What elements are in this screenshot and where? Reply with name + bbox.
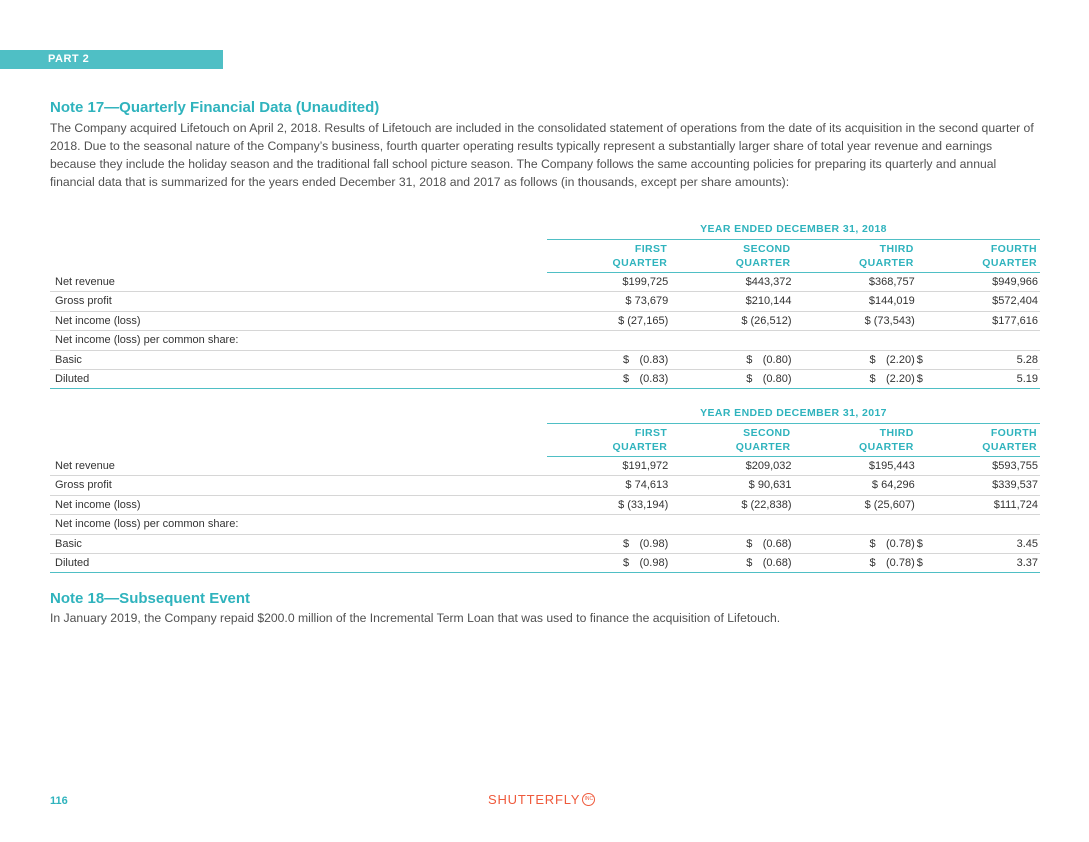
cell-value: $199,725 [622,276,669,288]
part-label: PART 2 [0,50,223,69]
cell-value: (0.78) [886,556,915,569]
table-cell [794,351,917,369]
table-cell [917,535,1040,553]
cell-value: $ 74,613 [625,479,669,492]
cell-value: 5.28 [1016,353,1038,366]
table-cell [547,535,670,553]
currency-symbol: $ [869,353,876,366]
currency-symbol: $ [869,372,876,385]
cell-value: $ 90,631 [748,479,792,492]
row-label: Net income (loss) per common share: [55,334,239,347]
note-17-title: Note 17—Quarterly Financial Data (Unaudited) [50,99,380,116]
table-cell [917,273,1040,291]
cell-value: $144,019 [868,295,915,308]
cell-value: $177,616 [992,314,1038,327]
row-label: Net income (loss) [55,314,141,327]
cell-value: $191,972 [622,460,669,472]
row-label: Diluted [55,556,90,569]
currency-symbol: $ [869,537,876,550]
cell-value: $572,404 [992,295,1038,308]
row-cells [547,457,1040,475]
row-cells [547,515,1040,533]
column-headers [547,424,1040,457]
table-cell [670,331,793,349]
table-cell [917,351,1040,369]
table-cell [670,554,793,572]
quarterly-table-2018 [50,222,1040,389]
cell-value: $ (27,165) [618,314,669,327]
table-cell [670,292,793,310]
cell-value: $443,372 [745,276,792,288]
currency-symbol: $ [746,372,753,385]
row-label: Basic [55,353,82,366]
table-cell [794,535,917,553]
row-cells [547,535,1040,553]
row-label: Basic [55,537,82,550]
row-label: Diluted [55,372,90,385]
currency-symbol: $ [746,353,753,366]
note-18-title: Note 18—Subsequent Event [50,590,251,607]
table-cell [917,370,1040,388]
cell-value: (0.68) [762,556,792,569]
table-cell [670,476,793,494]
table-rows [50,273,1040,389]
cell-value: (2.20) [886,372,915,385]
table-row [50,351,1040,370]
quarterly-table-2017 [50,406,1040,573]
table-cell [794,515,917,533]
table-cell [547,476,670,494]
table-cell [917,457,1040,475]
table-cell [917,515,1040,533]
cell-value: $ (26,512) [741,314,792,327]
row-cells [547,554,1040,572]
column-header-second: SECOND QUARTER [735,427,791,453]
table-row [50,535,1040,554]
cell-value: (0.68) [762,537,792,550]
row-cells [547,292,1040,310]
cell-value: (0.80) [762,353,792,366]
column-header-first: FIRST QUARTER [612,427,668,453]
page-number: 116 [50,795,68,807]
table-rows [50,457,1040,573]
cell-value: (0.78) [886,537,915,550]
cell-value: 3.37 [1016,556,1038,569]
table-row [50,312,1040,331]
logo-inc-mark: INC [582,793,595,806]
table-cell [547,554,670,572]
column-header-third: THIRD QUARTER [859,243,914,269]
table-cell [794,370,917,388]
table-cell [670,515,793,533]
table-cell [794,273,917,291]
table-row [50,331,1040,350]
currency-symbol: $ [916,537,923,550]
currency-symbol: $ [746,537,753,550]
column-header-third: THIRD QUARTER [859,427,914,453]
table-row [50,476,1040,495]
table-cell [917,292,1040,310]
table-cell [794,331,917,349]
cell-value: (2.20) [886,353,915,366]
cell-value: (0.98) [639,556,669,569]
row-label: Gross profit [55,479,112,492]
cell-value: $368,757 [868,276,915,288]
table-cell [547,331,670,349]
cell-value: $111,724 [993,498,1038,511]
cell-value: (0.80) [762,372,792,385]
cell-value: (0.98) [639,537,669,550]
cell-value: 5.19 [1016,372,1038,385]
table-cell [547,351,670,369]
cell-value: $ (73,543) [864,314,915,327]
table-row [50,292,1040,311]
cell-value: $195,443 [868,460,915,472]
currency-symbol: $ [916,353,923,366]
table-row [50,273,1040,292]
note-18-body: In January 2019, the Company repaid $200.0 million of the Incremental Term Loan that was used to finance the acquisition of Lifetouch. [50,611,781,625]
table-cell [670,457,793,475]
logo-text: SHUTTERFLY [488,792,581,807]
row-cells [547,331,1040,349]
currency-symbol: $ [916,372,923,385]
currency-symbol: $ [746,556,753,569]
table-row [50,515,1040,534]
currency-symbol: $ [623,372,630,385]
cell-value: $ (33,194) [618,498,669,511]
table-cell [670,351,793,369]
column-header-second: SECOND QUARTER [735,243,791,269]
table-row [50,554,1040,573]
table-cell [670,273,793,291]
shutterfly-logo [488,792,595,807]
column-headers [547,240,1040,273]
cell-value: $210,144 [745,295,792,308]
table-cell [547,515,670,533]
table-cell [917,312,1040,330]
row-cells [547,312,1040,330]
column-header-fourth: FOURTH QUARTER [982,243,1037,269]
row-label: Net revenue [55,460,115,472]
period-header: YEAR ENDED DECEMBER 31, 2017 [547,406,1040,424]
cell-value: $593,755 [992,460,1038,472]
cell-value: 3.45 [1016,537,1038,550]
row-cells [547,351,1040,369]
table-cell [547,292,670,310]
row-label: Net income (loss) [55,498,141,511]
note-17-body: The Company acquired Lifetouch on April 2, 2018. Results of Lifetouch are included in the consolidated statement of operations from the date of its acquisition in the second quarter of 2018. Due to the seasonal nature of the Company’s business, fourth quarter operating results typically represent a substantially larger share of total year revenue and earnings because they include the holiday season and the traditional fall school picture season. The Company follows the same accounting policies for preparing its quarterly and annual financial data that is summarized for the years ended December 31, 2018 and 2017 as follows (in thousands, except per share amounts): [50,121,1034,189]
cell-value: $ (22,838) [741,498,792,511]
row-label: Net income (loss) per common share: [55,518,239,531]
cell-value: $ 73,679 [625,295,669,308]
cell-value: $209,032 [745,460,792,472]
table-cell [547,496,670,514]
cell-value: (0.83) [639,353,669,366]
row-cells [547,370,1040,388]
column-header-first: FIRST QUARTER [612,243,668,269]
table-row [50,457,1040,476]
table-row [50,496,1040,515]
row-cells [547,273,1040,291]
row-label: Gross profit [55,295,112,308]
row-cells [547,476,1040,494]
table-cell [547,312,670,330]
table-cell [917,331,1040,349]
table-cell [547,273,670,291]
table-cell [794,312,917,330]
table-cell [670,535,793,553]
table-cell [547,457,670,475]
table-cell [794,476,917,494]
table-cell [794,496,917,514]
currency-symbol: $ [623,537,630,550]
table-row [50,370,1040,389]
column-header-fourth: FOURTH QUARTER [982,427,1037,453]
table-cell [794,457,917,475]
table-cell [917,476,1040,494]
table-cell [670,496,793,514]
currency-symbol: $ [623,556,630,569]
table-cell [670,370,793,388]
table-cell [670,312,793,330]
cell-value: $339,537 [992,479,1038,492]
currency-symbol: $ [869,556,876,569]
table-cell [794,292,917,310]
table-cell [547,370,670,388]
table-cell [794,554,917,572]
cell-value: $949,966 [992,276,1038,288]
currency-symbol: $ [916,556,923,569]
cell-value: $ 64,296 [871,479,915,492]
period-header: YEAR ENDED DECEMBER 31, 2018 [547,222,1040,240]
cell-value: $ (25,607) [864,498,915,511]
row-label: Net revenue [55,276,115,288]
table-cell [917,496,1040,514]
row-cells [547,496,1040,514]
cell-value: (0.83) [639,372,669,385]
table-cell [917,554,1040,572]
currency-symbol: $ [623,353,630,366]
